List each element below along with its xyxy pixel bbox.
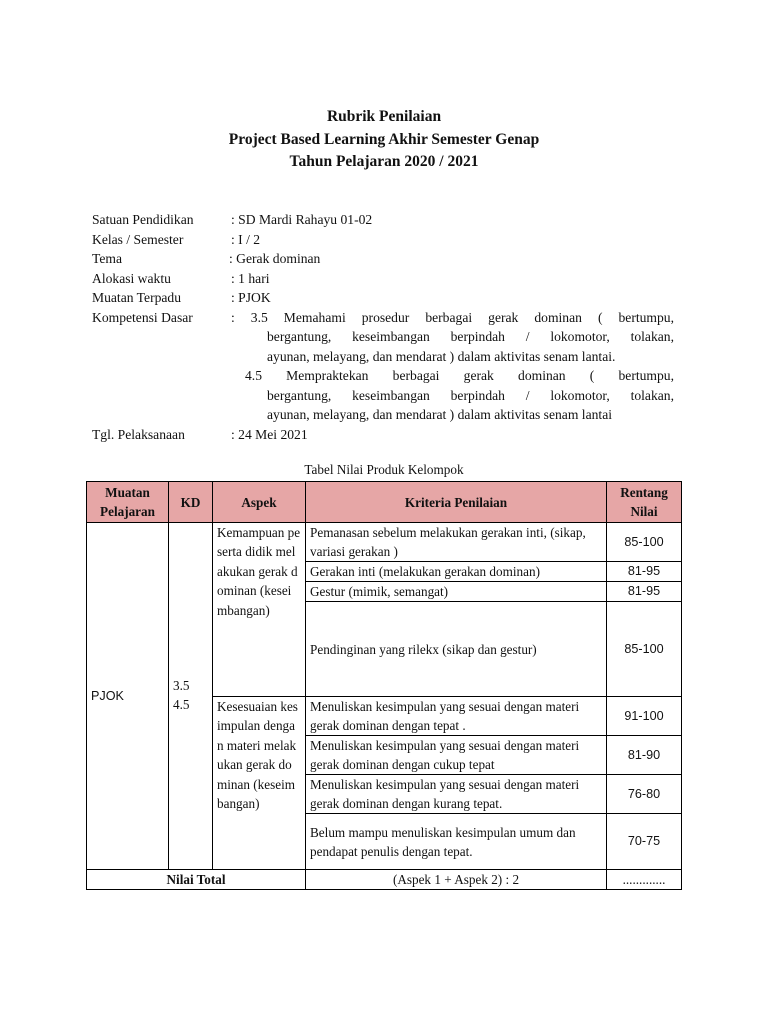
header-rentang: Rentang Nilai [607,482,682,523]
kd1-line-3: ayunan, melayang, dan mendarat ) dalam aktivitas senam lantai. [267,348,616,364]
rentang-cell: 81-90 [607,736,682,775]
rentang-cell: 70-75 [607,814,682,870]
title-line-1: Rubrik Penilaian [326,108,442,125]
header-muatan: Muatan Pelajaran [87,482,169,523]
rentang-cell: 81-95 [607,562,682,582]
kd2-line-1: 4.5 Mempraktekan berbagai gerak dominan ( bertumpu, [245,368,674,383]
alokasi-value: : 1 hari [231,270,270,286]
tema-label: Tema [92,251,122,266]
total-value: ............. [607,870,682,890]
tgl-value: : 24 Mei 2021 [231,426,308,442]
kriteria-cell: Gestur (mimik, semangat) [306,582,607,602]
aspek-1-cell: Kemampuan peserta didik melakukan gerak dominan (keseimbangan) [213,523,306,697]
muatan-value: : PJOK [231,290,271,305]
tgl-label: Tgl. Pelaksanaan [92,426,185,442]
rentang-cell: 76-80 [607,775,682,814]
kd1-line-2: bergantung, keseimbangan berpindah / lokomotor, tolakan, [267,329,674,344]
alokasi-label: Alokasi waktu [92,270,171,286]
rentang-cell: 91-100 [607,697,682,736]
title-line-3: Tahun Pelajaran 2020 / 2021 [289,153,479,170]
header-aspek: Aspek [213,482,306,523]
kelas-value: : I / 2 [231,231,261,247]
kd-cell: 3.5 4.5 [169,523,213,870]
satuan-value: : SD Mardi Rahayu 01-02 [231,212,373,227]
rubric-table [86,481,682,890]
kriteria-cell: Pemanasan sebelum melakukan gerakan inti, (sikap, variasi gerakan ) [306,523,607,562]
tema-value: : Gerak dominan [229,251,321,266]
identity-section [92,212,682,447]
satuan-label: Satuan Pendidikan [92,212,194,227]
kd2-line-3: ayunan, melayang, dan mendarat ) dalam aktivitas senam lantai [267,407,613,422]
header-kriteria: Kriteria Penilaian [306,482,607,523]
table-caption: Tabel Nilai Produk Kelompok [304,462,464,477]
muatan-label: Muatan Terpadu [92,290,182,305]
kriteria-cell: Menuliskan kesimpulan yang sesuai dengan materi gerak dominan dengan tepat . [306,697,607,736]
kompetensi-label: Kompetensi Dasar [92,309,193,325]
kelas-label: Kelas / Semester [92,231,184,247]
header-kd: KD [169,482,213,523]
total-label: Nilai Total [87,870,306,890]
kd1-line-1: : 3.5 Memahami prosedur berbagai gerak dominan ( bertumpu, [231,309,674,325]
rentang-cell: 85-100 [607,523,682,562]
muatan-cell: PJOK [87,523,169,870]
kriteria-cell: Belum mampu menuliskan kesimpulan umum dan pendapat penulis dengan tepat. [306,814,607,870]
kriteria-cell: Pendinginan yang rilekx (sikap dan gestur) [306,602,607,697]
title-line-2: Project Based Learning Akhir Semester Genap [228,131,540,148]
aspek-2-cell: Kesesuaian kesimpulan dengan materi melakukan gerak dominan (keseimbangan) [213,697,306,870]
kriteria-cell: Menuliskan kesimpulan yang sesuai dengan materi gerak dominan dengan cukup tepat [306,736,607,775]
total-formula: (Aspek 1 + Aspek 2) : 2 [306,870,607,890]
table-header-row [87,482,682,523]
table-row [87,523,682,562]
total-row [87,870,682,890]
kriteria-cell: Menuliskan kesimpulan yang sesuai dengan materi gerak dominan dengan kurang tepat. [306,775,607,814]
rentang-cell: 85-100 [607,602,682,697]
rentang-cell: 81-95 [607,582,682,602]
kd2-line-2: bergantung, keseimbangan berpindah / lokomotor, tolakan, [267,387,674,403]
kriteria-cell: Gerakan inti (melakukan gerakan dominan) [306,562,607,582]
